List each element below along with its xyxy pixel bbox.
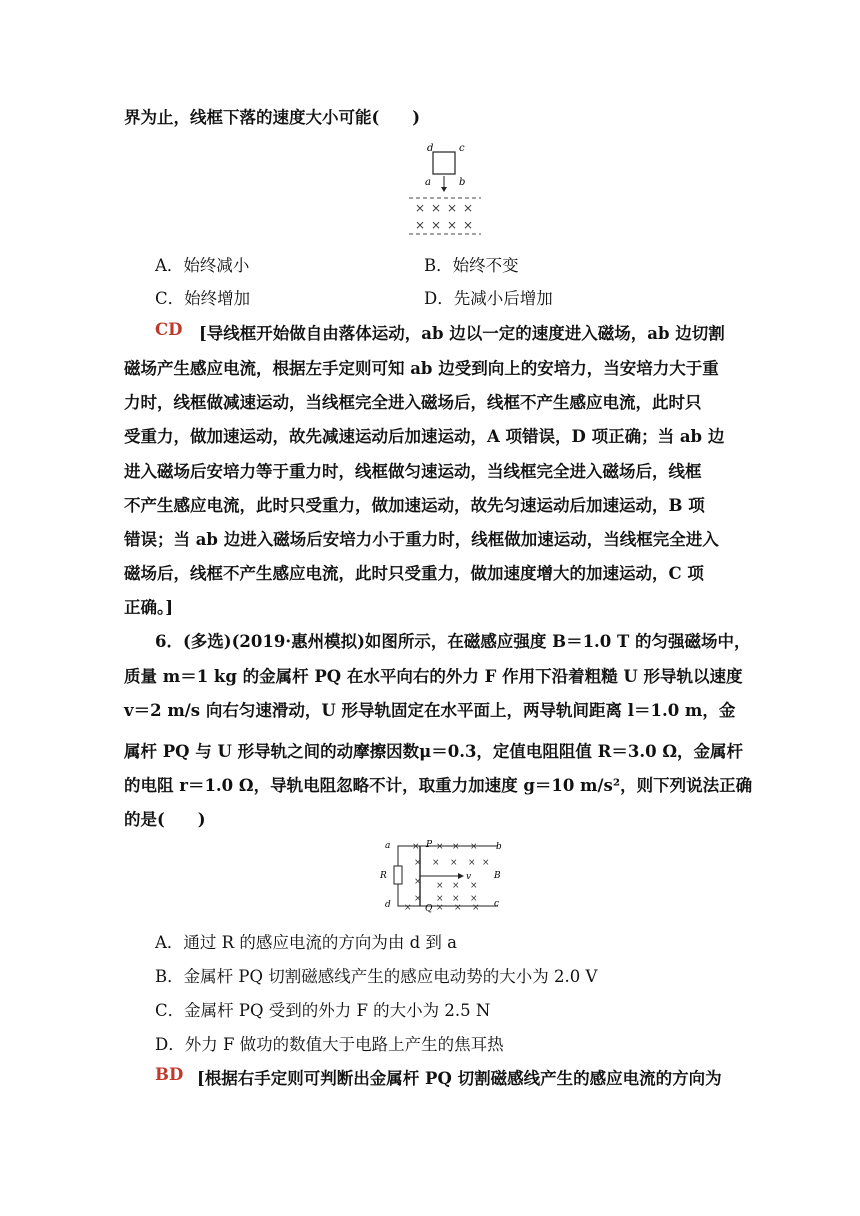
q6-option-c: C．金属杆 PQ 受到的外力 F 的大小为 2.5 N xyxy=(155,1001,491,1020)
q6-label-a: a xyxy=(385,841,391,851)
q6-stem-line: 属杆 PQ 与 U 形导轨之间的动摩擦因数μ＝0.3，定值电阻阻值 R＝3.0 Ω，金属杆 xyxy=(124,742,744,761)
q6-stem-line: 6．(多选)(2019·惠州模拟)如图所示，在磁感应强度 B＝1.0 T 的匀强磁场中， xyxy=(155,632,751,651)
q5-option-b: B．始终不变 xyxy=(424,256,519,275)
q6-label-c: c xyxy=(494,899,500,909)
svg-text:×: × xyxy=(470,881,478,891)
q6-explanation: [根据右手定则可判断出金属杆 PQ 切割磁感线产生的感应电流的方向为 xyxy=(197,1069,722,1088)
svg-text:×: × xyxy=(470,894,478,904)
q6-label-p: P xyxy=(426,840,433,850)
svg-text:×: × xyxy=(431,218,442,232)
svg-text:×: × xyxy=(450,858,458,868)
q5-stem-tail: 界为止，线框下落的速度大小可能( ) xyxy=(124,108,421,127)
svg-text:×: × xyxy=(463,218,474,232)
q5-label-a: a xyxy=(425,177,431,188)
q5-explanation-line: 正确。] xyxy=(124,598,174,617)
svg-text:×: × xyxy=(447,201,458,215)
q6-option-d: D．外力 F 做功的数值大于电路上产生的焦耳热 xyxy=(155,1035,504,1054)
q6-label-v: v xyxy=(466,872,472,882)
q5-explanation-line: 不产生感应电流，此时只受重力，做加速运动，故先匀速运动后加速运动，B 项 xyxy=(124,496,705,515)
q6-stem-line: v＝2 m/s 向右匀速滑动，U 形导轨固定在水平面上，两导轨间距离 l＝1.0 m，金 xyxy=(124,701,736,720)
q6-stem-line: 的是( ) xyxy=(124,810,206,829)
svg-text:×: × xyxy=(452,881,460,891)
q5-explanation-line: 力时，线框做减速运动，当线框完全进入磁场后，线框不产生感应电流，此时只 xyxy=(124,393,702,412)
svg-text:×: × xyxy=(415,218,426,232)
svg-text:×: × xyxy=(432,858,440,868)
q5-label-c: c xyxy=(459,143,465,154)
q5-label-d: d xyxy=(427,143,434,154)
svg-text:×: × xyxy=(436,842,444,852)
svg-text:×: × xyxy=(452,842,460,852)
svg-text:×: × xyxy=(454,903,462,913)
q5-figure xyxy=(405,140,485,240)
q6-label-q: Q xyxy=(425,904,433,914)
q6-answer: BD xyxy=(155,1065,184,1084)
svg-text:×: × xyxy=(414,858,422,868)
svg-text:×: × xyxy=(436,903,444,913)
q6-option-a: A．通过 R 的感应电流的方向为由 d 到 a xyxy=(155,933,457,952)
svg-text:×: × xyxy=(436,881,444,891)
q6-stem-line: 的电阻 r＝1.0 Ω，导轨电阻忽略不计，取重力加速度 g＝10 m/s²，则下列说法正确 xyxy=(124,776,753,795)
svg-text:×: × xyxy=(414,894,422,904)
q5-answer: CD xyxy=(155,320,183,339)
q5-explanation-line: 磁场后，线框不产生感应电流，此时只受重力，做加速度增大的加速运动，C 项 xyxy=(124,564,704,583)
q6-label-r: R xyxy=(380,871,387,881)
q5-option-c: C．始终增加 xyxy=(155,289,251,308)
svg-text:×: × xyxy=(436,894,444,904)
svg-text:×: × xyxy=(431,201,442,215)
q5-option-a: A．始终减小 xyxy=(155,256,250,275)
svg-text:×: × xyxy=(415,201,426,215)
q5-explanation-line: 受重力，做加速运动，故先减速运动后加速运动，A 项错误，D 项正确；当 ab 边 xyxy=(124,427,725,446)
q5-explanation-line: 磁场产生感应电流，根据左手定则可知 ab 边受到向上的安培力，当安培力大于重 xyxy=(124,359,719,378)
q5-explanation-line: [导线框开始做自由落体运动，ab 边以一定的速度进入磁场，ab 边切割 xyxy=(199,324,725,343)
q5-explanation-line: 进入磁场后安培力等于重力时，线框做匀速运动，当线框完全进入磁场后，线框 xyxy=(124,462,702,481)
q5-label-b: b xyxy=(459,177,466,188)
q6-label-field: B xyxy=(494,871,501,881)
svg-text:×: × xyxy=(468,858,476,868)
svg-text:×: × xyxy=(452,894,460,904)
svg-text:×: × xyxy=(404,903,412,913)
svg-text:×: × xyxy=(412,842,420,852)
svg-text:×: × xyxy=(463,201,474,215)
q5-option-d: D．先减小后增加 xyxy=(424,289,553,308)
svg-text:×: × xyxy=(414,877,422,887)
svg-text:×: × xyxy=(472,903,480,913)
q6-option-b: B．金属杆 PQ 切割磁感线产生的感应电动势的大小为 2.0 V xyxy=(155,967,598,986)
q6-figure xyxy=(378,836,508,918)
svg-text:×: × xyxy=(447,218,458,232)
q5-explanation-line: 错误；当 ab 边进入磁场后安培力小于重力时，线框做加速运动，当线框完全进入 xyxy=(124,530,719,549)
q6-stem-line: 质量 m＝1 kg 的金属杆 PQ 在水平向右的外力 F 作用下沿着粗糙 U 形导轨以速度 xyxy=(124,667,743,686)
q6-label-d: d xyxy=(385,900,391,910)
svg-text:×: × xyxy=(470,842,478,852)
q6-label-b: b xyxy=(496,842,502,852)
svg-text:×: × xyxy=(482,858,490,868)
